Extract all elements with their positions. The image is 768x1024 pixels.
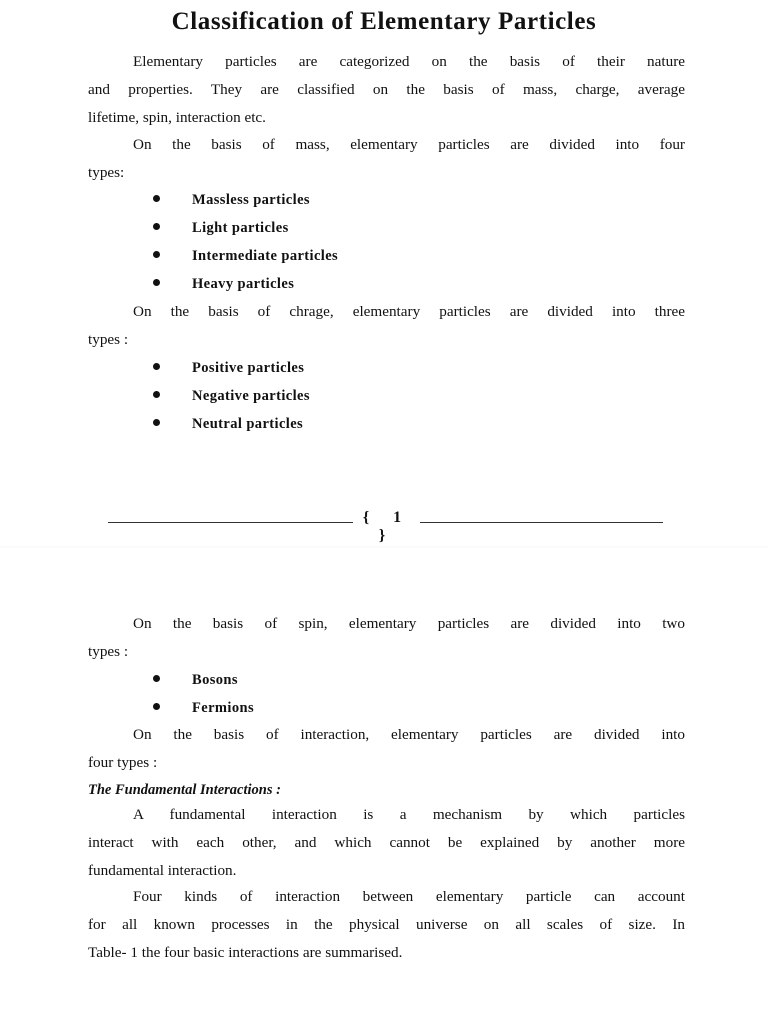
spin-paragraph-line: types : <box>88 643 129 660</box>
spin-paragraph-line: On the basis of spin, elementary particles are divided into two <box>133 615 685 632</box>
mass-paragraph-line: On the basis of mass, elementary particles are divided into four <box>133 136 685 153</box>
page-number: { 1 } <box>362 509 412 544</box>
interaction-paragraph-line: On the basis of interaction, elementary particles are divided into <box>133 726 685 743</box>
list-item-label: Heavy particles <box>192 276 295 292</box>
list-item <box>153 388 310 405</box>
bullet-icon <box>153 279 160 286</box>
bullet-icon <box>153 675 160 682</box>
list-item-label: Neutral particles <box>192 416 304 432</box>
list-item-label: Bosons <box>192 672 238 688</box>
fundamental-paragraph-line: interact with each other, and which cannot be explained by another more <box>88 834 685 851</box>
list-item-label: Positive particles <box>192 360 305 376</box>
list-item <box>153 416 303 433</box>
document-page-2 <box>0 548 768 1024</box>
bullet-icon <box>153 703 160 710</box>
interaction-paragraph-line: four types : <box>88 754 158 771</box>
footer-rule-right <box>420 522 663 523</box>
bullet-icon <box>153 419 160 426</box>
charge-paragraph-line: types : <box>88 331 129 348</box>
bullet-icon <box>153 223 160 230</box>
bullet-icon <box>153 363 160 370</box>
list-item-label: Intermediate particles <box>192 248 339 264</box>
list-item <box>153 360 304 377</box>
four-kinds-paragraph-line: Table- 1 the four basic interactions are summarised. <box>88 944 403 961</box>
list-item-label: Light particles <box>192 220 289 236</box>
charge-paragraph-line: On the basis of chrage, elementary particles are divided into three <box>133 303 685 320</box>
intro-paragraph-line: lifetime, spin, interaction etc. <box>88 109 266 126</box>
bullet-icon <box>153 391 160 398</box>
intro-paragraph-line: Elementary particles are categorized on the basis of their nature <box>133 53 685 70</box>
mass-paragraph-line: types: <box>88 164 125 181</box>
list-item <box>153 672 238 689</box>
list-item <box>153 700 254 717</box>
page-title: Classification of Elementary Particles <box>171 8 597 35</box>
fundamental-paragraph-line: fundamental interaction. <box>88 862 237 879</box>
intro-paragraph-line: and properties. They are classified on the basis of mass, charge, average <box>88 81 685 98</box>
list-item-label: Massless particles <box>192 192 310 208</box>
bullet-icon <box>153 195 160 202</box>
section-subheading: The Fundamental Interactions : <box>88 782 281 798</box>
list-item <box>153 276 294 293</box>
bullet-icon <box>153 251 160 258</box>
list-item-label: Fermions <box>192 700 254 716</box>
list-item-label: Negative particles <box>192 388 310 404</box>
four-kinds-paragraph-line: Four kinds of interaction between elementary particle can account <box>133 888 685 905</box>
list-item <box>153 220 289 237</box>
footer-rule-left <box>108 522 353 523</box>
four-kinds-paragraph-line: for all known processes in the physical universe on all scales of size. In <box>88 916 685 933</box>
fundamental-paragraph-line: A fundamental interaction is a mechanism by which particles <box>133 806 685 823</box>
list-item <box>153 192 310 209</box>
list-item <box>153 248 338 265</box>
